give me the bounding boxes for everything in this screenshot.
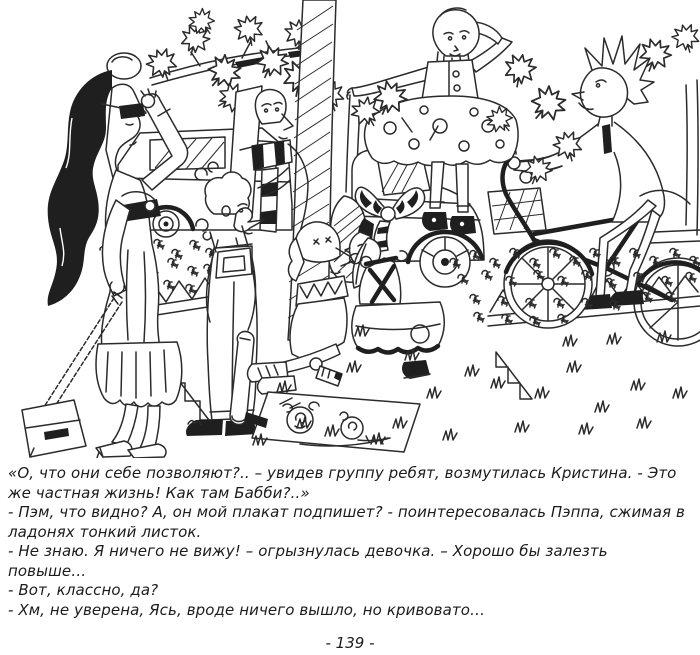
- story-paragraph: «О, что они себе позволяют?.. – увидев группу ребят, возмутилась Кристина. - Это же частная жизнь! Как там Бабби?..»: [8, 464, 677, 502]
- story-paragraph: - Не знаю. Я ничего не вижу! – огрызнулась девочка. – Хорошо бы залезть повыше…: [8, 542, 608, 580]
- story-paragraph: - Хм, не уверена, Ясь, вроде ничего вышло, но кривовато…: [8, 600, 486, 619]
- woman-figure: [22, 53, 188, 458]
- poster-on-ground: [244, 392, 420, 452]
- page-number: - 139 -: [325, 634, 375, 652]
- story-text: [0, 458, 700, 620]
- story-paragraph: - Пэм, что видно? А, он мой плакат подпишет? - поинтересовалась Пэппа, сжимая в ладонях тонкий листок.: [8, 503, 685, 541]
- sitting-child: [248, 222, 357, 394]
- story-paragraph: - Вот, классно, да?: [8, 581, 159, 599]
